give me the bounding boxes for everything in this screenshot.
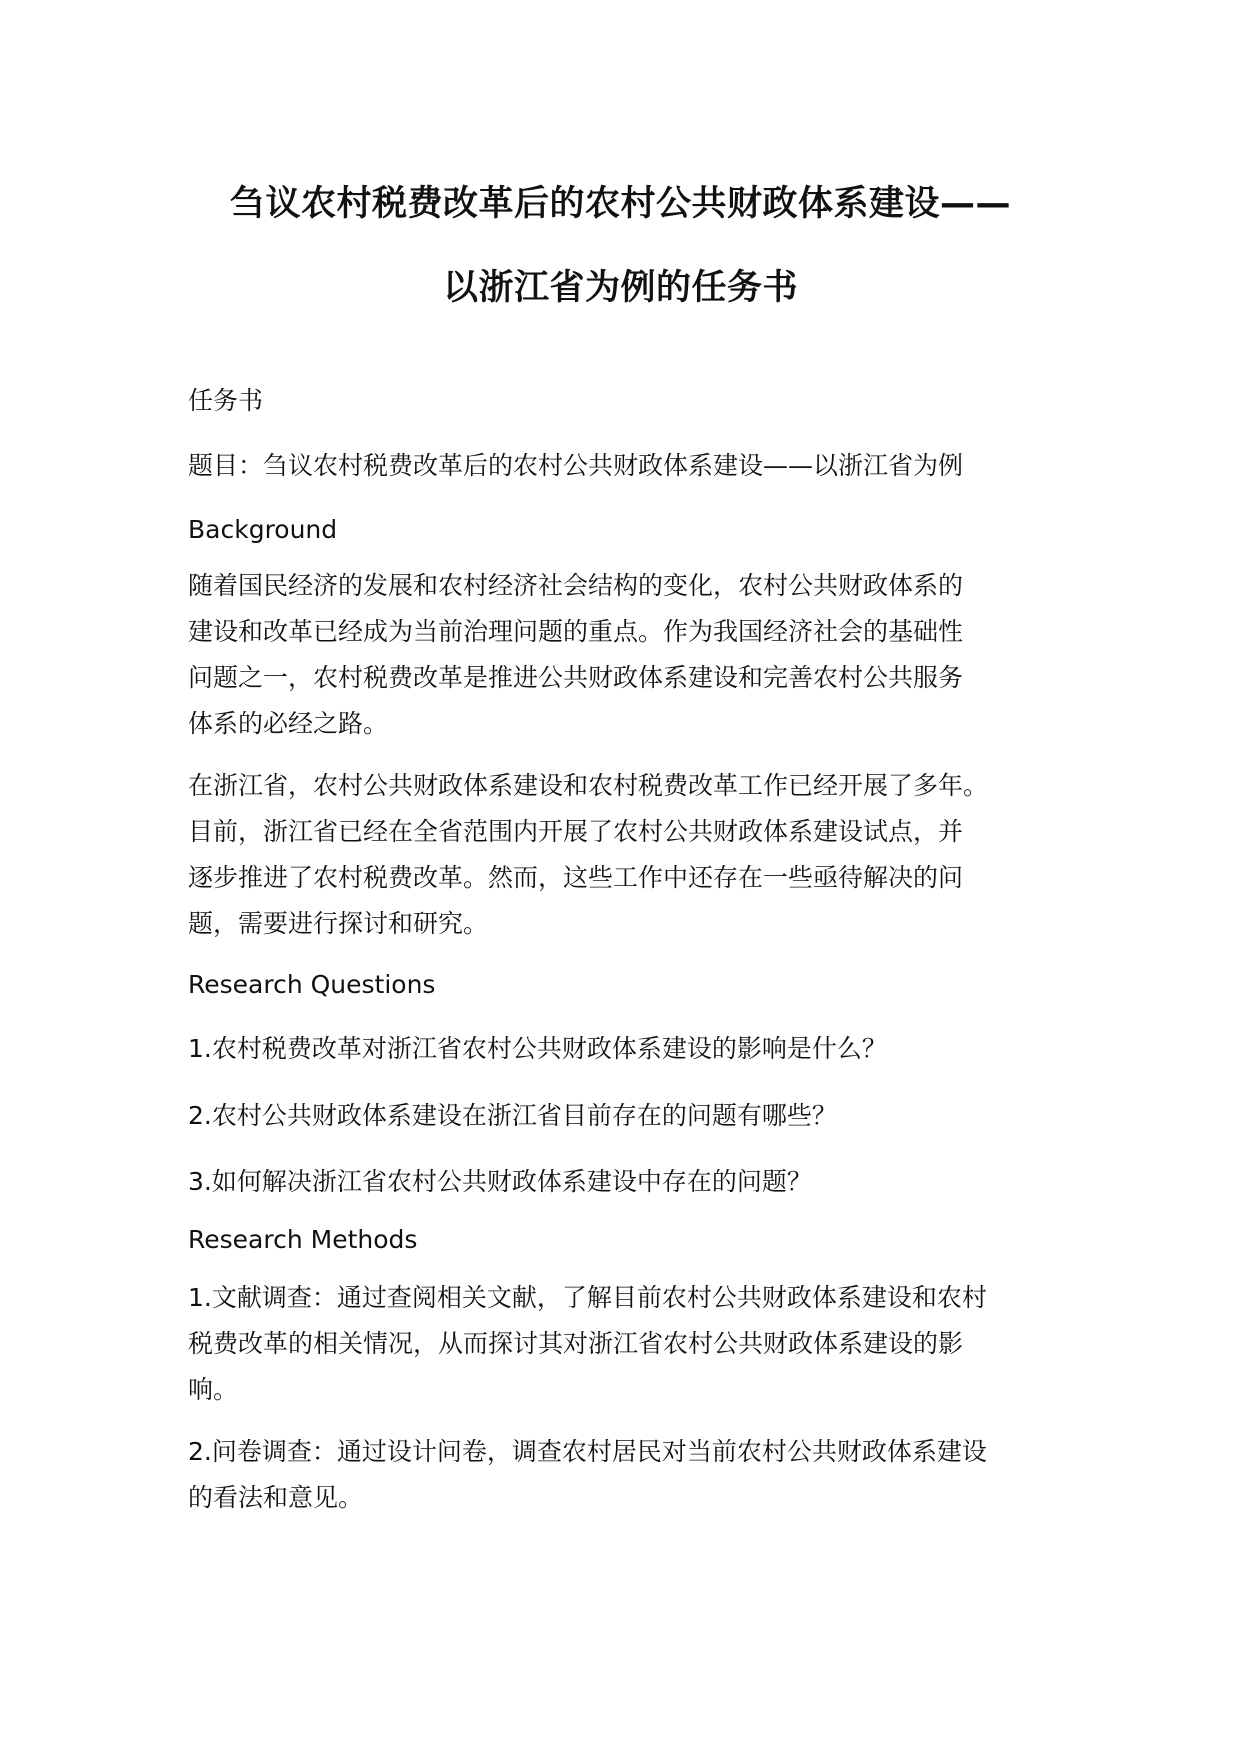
text-line: 税费改革的相关情况，从而探讨其对浙江省农村公共财政体系建设的影	[188, 1329, 964, 1358]
subject-line: 题目：刍议农村税费改革后的农村公共财政体系建设——以浙江省为例	[188, 451, 964, 480]
text-line: 建设和改革已经成为当前治理问题的重点。作为我国经济社会的基础性	[188, 617, 964, 646]
research-question-2: 2.农村公共财政体系建设在浙江省目前存在的问题有哪些？	[188, 1101, 837, 1130]
research-method-1	[188, 1275, 987, 1413]
background-heading: Background	[188, 515, 338, 544]
document-title-line-1: 刍议农村税费改革后的农村公共财政体系建设——	[229, 184, 1011, 224]
research-method-2	[188, 1429, 987, 1521]
background-paragraph-2	[188, 763, 988, 947]
text-line: 体系的必经之路。	[188, 709, 389, 738]
research-questions-heading: Research Questions	[188, 970, 436, 999]
research-methods-heading: Research Methods	[188, 1225, 418, 1254]
text-line: 的看法和意见。	[188, 1483, 364, 1512]
text-line: 目前，浙江省已经在全省范围内开展了农村公共财政体系建设试点，并	[188, 817, 964, 846]
text-line: 1.文献调查：通过查阅相关文献，了解目前农村公共财政体系建设和农村	[188, 1283, 987, 1312]
text-line: 2.问卷调查：通过设计问卷，调查农村居民对当前农村公共财政体系建设	[188, 1437, 987, 1466]
text-line: 在浙江省，农村公共财政体系建设和农村税费改革工作已经开展了多年。	[188, 771, 989, 800]
text-line: 题，需要进行探讨和研究。	[188, 909, 489, 938]
research-question-1: 1.农村税费改革对浙江省农村公共财政体系建设的影响是什么？	[188, 1034, 887, 1063]
document-title-line-2: 以浙江省为例的任务书	[442, 268, 798, 308]
text-line: 问题之一，农村税费改革是推进公共财政体系建设和完善农村公共服务	[188, 663, 964, 692]
text-line: 响。	[188, 1375, 239, 1404]
text-line: 逐步推进了农村税费改革。然而，这些工作中还存在一些亟待解决的问	[188, 863, 964, 892]
research-question-3: 3.如何解决浙江省农村公共财政体系建设中存在的问题？	[188, 1167, 812, 1196]
task-heading: 任务书	[188, 386, 264, 415]
background-paragraph-1	[188, 563, 963, 747]
text-line: 随着国民经济的发展和农村经济社会结构的变化，农村公共财政体系的	[188, 571, 964, 600]
